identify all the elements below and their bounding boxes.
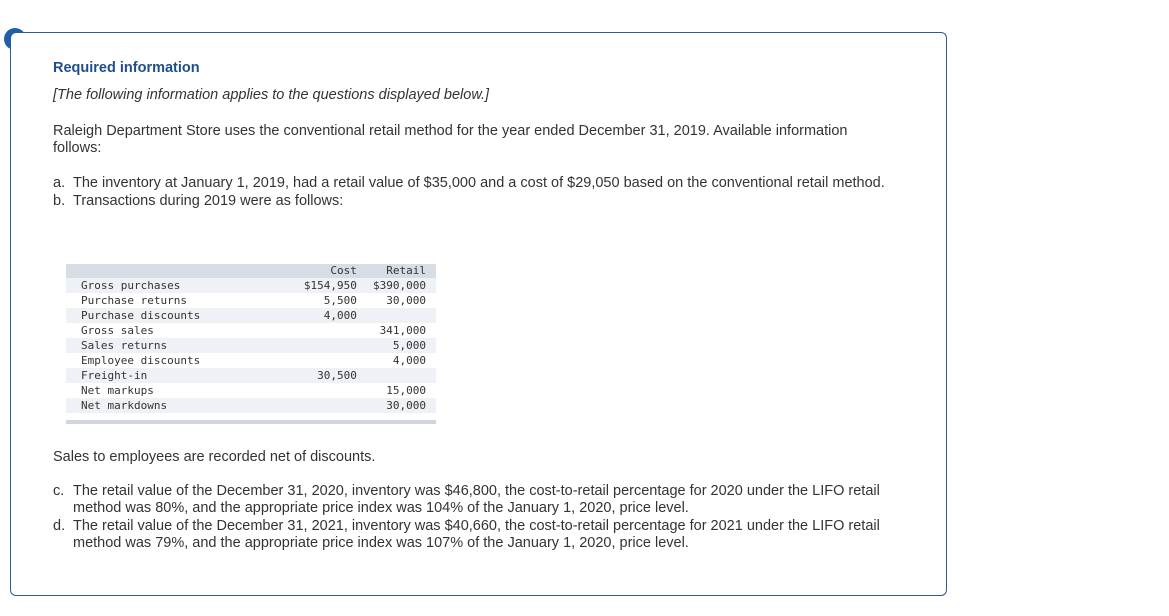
- required-information-card: [10, 32, 947, 596]
- header-cost: Cost: [330, 264, 357, 277]
- row-retail: 30,000: [357, 293, 436, 308]
- intro-paragraph: Raleigh Department Store uses the conventional retail method for the year ended December 31, 2019. Available information follows:: [53, 123, 848, 156]
- row-retail: 341,000: [357, 323, 436, 338]
- table-row: [66, 308, 436, 323]
- row-label: Net markups: [66, 383, 288, 398]
- row-cost: [288, 353, 357, 368]
- list-item-text: The retail value of the December 31, 2020, inventory was $46,800, the cost-to-retail percentage for 2020 under the LIFO retail method was 80%, and the appropriate price index was 104% of the January 1, 2020, price level.: [73, 483, 880, 516]
- table-footer-bar: [66, 420, 436, 424]
- table-row: [66, 383, 436, 398]
- table-header-row: [66, 264, 436, 278]
- row-retail: 15,000: [357, 383, 436, 398]
- row-cost: 4,000: [288, 308, 357, 323]
- row-cost: [288, 323, 357, 338]
- row-retail: 30,000: [357, 398, 436, 413]
- row-cost: [288, 398, 357, 413]
- row-cost: [288, 383, 357, 398]
- row-label: Purchase discounts: [66, 308, 288, 323]
- row-label: Purchase returns: [66, 293, 288, 308]
- list-marker: b.: [53, 193, 66, 209]
- row-label: Gross purchases: [66, 278, 288, 293]
- row-retail: $390,000: [357, 278, 436, 293]
- list-item-a: [53, 175, 903, 192]
- table-row: [66, 293, 436, 308]
- list-item-d: [53, 518, 903, 552]
- row-cost: 5,500: [288, 293, 357, 308]
- list-marker: d.: [53, 518, 66, 534]
- table-row: [66, 278, 436, 293]
- row-label: Freight-in: [66, 368, 288, 383]
- table-row: [66, 338, 436, 353]
- row-retail: 4,000: [357, 353, 436, 368]
- row-retail: [357, 368, 436, 383]
- list-item-text: Transactions during 2019 were as follows:: [73, 193, 344, 209]
- table-row: [66, 353, 436, 368]
- list-marker: a.: [53, 175, 66, 191]
- row-cost: [288, 338, 357, 353]
- header-retail: Retail: [386, 264, 426, 277]
- row-label: Employee discounts: [66, 353, 288, 368]
- info-list-cd: [53, 483, 903, 553]
- row-label: Gross sales: [66, 323, 288, 338]
- list-item-c: [53, 483, 903, 517]
- list-item-text: The retail value of the December 31, 2021, inventory was $40,660, the cost-to-retail percentage for 2021 under the LIFO retail method was 79%, and the appropriate price index was 107% of the January 1, 2020, price level.: [73, 518, 880, 551]
- row-retail: [357, 308, 436, 323]
- table-row: [66, 368, 436, 383]
- employee-sales-note: Sales to employees are recorded net of discounts.: [53, 449, 376, 465]
- transactions-table-wrapper: [66, 264, 436, 425]
- header-label: [66, 264, 288, 278]
- table-row: [66, 398, 436, 413]
- row-retail: 5,000: [357, 338, 436, 353]
- applies-note: [The following information applies to the questions displayed below.]: [53, 87, 490, 103]
- list-item-text: The inventory at January 1, 2019, had a retail value of $35,000 and a cost of $29,050 based on the conventional retail method.: [73, 175, 885, 191]
- section-heading: Required information: [53, 60, 200, 76]
- list-marker: c.: [53, 483, 65, 499]
- info-list-ab: [53, 175, 903, 211]
- row-cost: 30,500: [288, 368, 357, 383]
- row-label: Sales returns: [66, 338, 288, 353]
- row-cost: $154,950: [288, 278, 357, 293]
- table-row: [66, 323, 436, 338]
- row-label: Net markdowns: [66, 398, 288, 413]
- list-item-b: [53, 193, 903, 210]
- transactions-table: [66, 264, 436, 413]
